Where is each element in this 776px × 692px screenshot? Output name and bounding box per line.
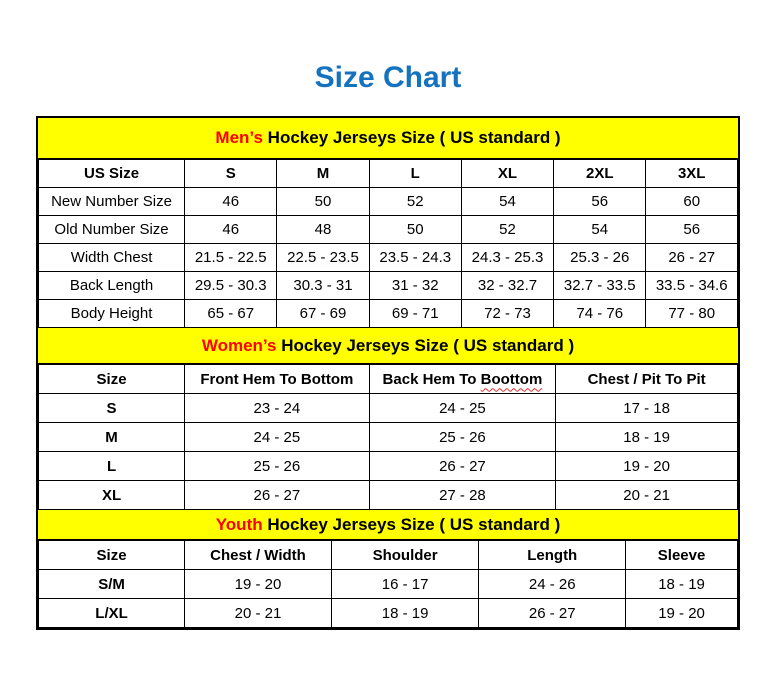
section-header-highlight: Men’s [215,128,263,147]
column-header-row [39,365,738,394]
value-cell: 46 [185,216,277,244]
value-cell: 18 - 19 [331,599,478,628]
value-cell: 32.7 - 33.5 [554,272,646,300]
value-cell: 23 - 24 [185,394,370,423]
row-label-cell: Width Chest [39,244,185,272]
table-row [39,300,738,328]
value-cell: 48 [277,216,369,244]
value-cell: 18 - 19 [556,423,738,452]
value-cell: 50 [277,188,369,216]
value-cell: 23.5 - 24.3 [369,244,461,272]
column-header-cell: US Size [39,160,185,188]
value-cell: 30.3 - 31 [277,272,369,300]
section-header-womens [38,328,738,364]
value-cell: 20 - 21 [185,599,332,628]
value-cell: 26 - 27 [369,452,556,481]
value-cell: 19 - 20 [556,452,738,481]
value-cell: 25.3 - 26 [554,244,646,272]
value-cell: 25 - 26 [369,423,556,452]
value-cell: 20 - 21 [556,481,738,510]
value-cell: 60 [646,188,738,216]
column-header-cell: Length [479,541,626,570]
row-label-cell: XL [39,481,185,510]
column-header-cell: S [185,160,277,188]
value-cell: 26 - 27 [185,481,370,510]
column-header-cell: Chest / Pit To Pit [556,365,738,394]
section-header-highlight: Youth [215,514,263,534]
section-header-youth [38,510,738,540]
table-row [39,188,738,216]
value-cell: 18 - 19 [626,570,738,599]
table-row [39,272,738,300]
table-row [39,599,738,628]
column-header-cell: L [369,160,461,188]
column-header-cell: Shoulder [331,541,478,570]
column-header-cell: Size [39,541,185,570]
value-cell: 16 - 17 [331,570,478,599]
value-cell: 24 - 25 [369,394,556,423]
column-header-cell: Chest / Width [185,541,332,570]
value-cell: 33.5 - 34.6 [646,272,738,300]
value-cell: 65 - 67 [185,300,277,328]
value-cell: 56 [554,188,646,216]
table-row [39,216,738,244]
row-label-cell: Old Number Size [39,216,185,244]
column-header-cell: Back Hem To Boottom [369,365,556,394]
value-cell: 21.5 - 22.5 [185,244,277,272]
column-header-cell: 2XL [554,160,646,188]
row-label-cell: S/M [39,570,185,599]
value-cell: 56 [646,216,738,244]
value-cell: 27 - 28 [369,481,556,510]
row-label-cell: Back Length [39,272,185,300]
value-cell: 54 [554,216,646,244]
column-header-cell: M [277,160,369,188]
value-cell: 32 - 32.7 [461,272,553,300]
value-cell: 24 - 26 [479,570,626,599]
value-cell: 67 - 69 [277,300,369,328]
size-chart-tables [36,116,740,630]
value-cell: 17 - 18 [556,394,738,423]
value-cell: 31 - 32 [369,272,461,300]
size-table-youth [38,540,738,628]
row-label-cell: New Number Size [39,188,185,216]
column-header-cell: Front Hem To Bottom [185,365,370,394]
column-header-row [39,541,738,570]
value-cell: 46 [185,188,277,216]
table-row [39,452,738,481]
row-label-cell: M [39,423,185,452]
row-label-cell: Body Height [39,300,185,328]
value-cell: 24 - 25 [185,423,370,452]
value-cell: 50 [369,216,461,244]
section-header-text: Hockey Jerseys Size ( US standard ) [276,335,575,355]
section-header-mens [38,118,738,159]
size-table-womens [38,364,738,510]
table-row [39,570,738,599]
value-cell: 26 - 27 [479,599,626,628]
value-cell: 29.5 - 30.3 [185,272,277,300]
section-header-highlight: Women’s [201,335,277,355]
table-row [39,423,738,452]
value-cell: 72 - 73 [461,300,553,328]
row-label-cell: L/XL [39,599,185,628]
value-cell: 24.3 - 25.3 [461,244,553,272]
page-title: Size Chart [314,61,462,94]
value-cell: 22.5 - 23.5 [277,244,369,272]
column-header-cell: 3XL [646,160,738,188]
table-row [39,394,738,423]
section-header-text: Hockey Jerseys Size ( US standard ) [262,514,561,534]
size-table-mens [38,159,738,328]
column-header-row [39,160,738,188]
column-header-cell: Sleeve [626,541,738,570]
row-label-cell: S [39,394,185,423]
section-header-text: Hockey Jerseys Size ( US standard ) [262,128,561,147]
column-header-cell: XL [461,160,553,188]
row-label-cell: L [39,452,185,481]
value-cell: 74 - 76 [554,300,646,328]
value-cell: 19 - 20 [185,570,332,599]
value-cell: 19 - 20 [626,599,738,628]
value-cell: 26 - 27 [646,244,738,272]
value-cell: 25 - 26 [185,452,370,481]
column-header-cell: Size [39,365,185,394]
value-cell: 52 [369,188,461,216]
value-cell: 54 [461,188,553,216]
table-row [39,481,738,510]
value-cell: 52 [461,216,553,244]
value-cell: 77 - 80 [646,300,738,328]
misspelled-word-squiggle: Boottom [480,370,543,388]
table-row [39,244,738,272]
value-cell: 69 - 71 [369,300,461,328]
